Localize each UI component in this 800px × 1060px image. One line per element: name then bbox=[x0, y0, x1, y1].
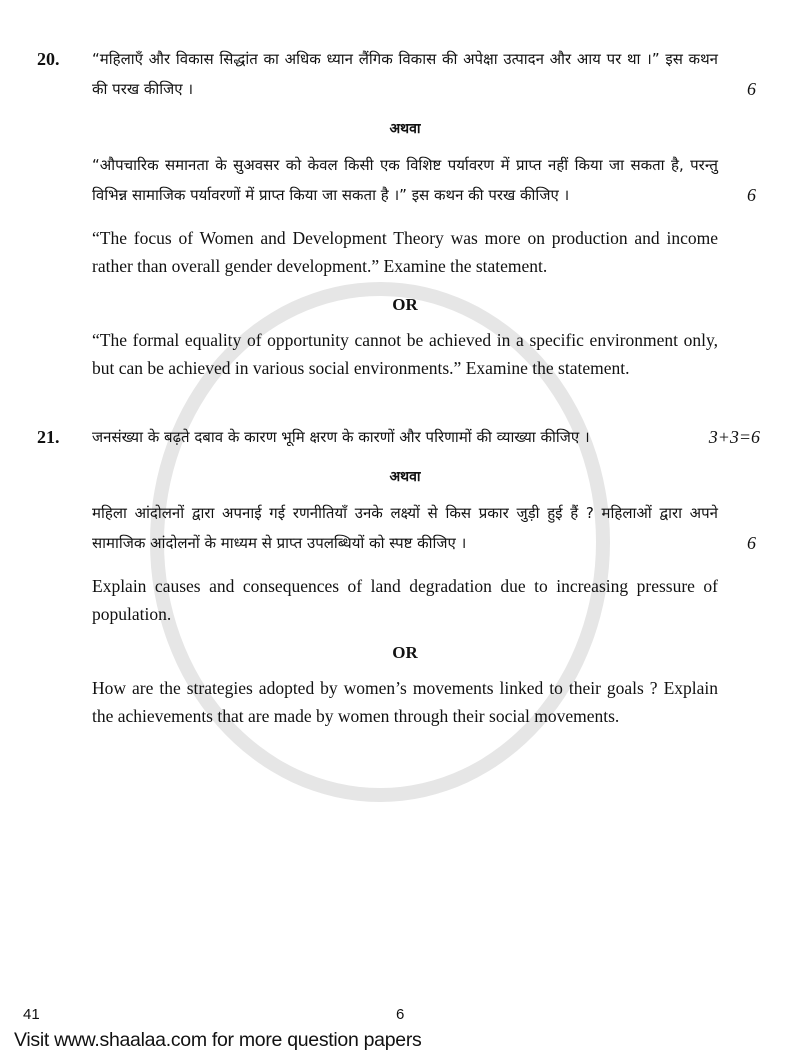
q20-english-alt-text: “The formal equality of opportunity cannot be achieved in a specific environment only, but can be achieved in various social environments.” Examine the statement. bbox=[92, 330, 718, 378]
q21-hindi-text: जनसंख्या के बढ़ते दबाव के कारण भूमि क्षरण के कारणों और परिणामों की व्याख्या कीजिए । bbox=[92, 428, 590, 446]
q20-hindi-text: “महिलाएँ और विकास सिद्धांत का अधिक ध्यान लैंगिक विकास की अपेक्षा उत्पादन और आय पर था ।” इस कथन की परख कीजिए । bbox=[92, 50, 718, 98]
q20-hindi-alt-block bbox=[92, 150, 756, 210]
q21-or-hindi: अथवा bbox=[389, 469, 421, 485]
spacer bbox=[92, 382, 718, 422]
question-number-20: 20. bbox=[37, 49, 60, 69]
question-content bbox=[37, 44, 760, 730]
q21-english-alt-text: How are the strategies adopted by women’s movements linked to their goals ? Explain the achievements that are made by women through their social movements. bbox=[92, 678, 718, 726]
spacer bbox=[92, 558, 718, 572]
page-number: 6 bbox=[396, 1006, 405, 1023]
q20-hindi-marks: 6 bbox=[747, 79, 756, 99]
question-number-21: 21. bbox=[37, 427, 60, 447]
q20-hindi-alt-text: “औपचारिक समानता के सुअवसर को केवल किसी एक विशिष्ट पर्यावरण में प्राप्त नहीं किया जा सकता है, परन्तु विभिन्न सामाजिक पर्यावरणों में प्राप्त किया जा सकता है ।” इस कथन की परख कीजिए । bbox=[92, 156, 718, 204]
q21-hindi-marks: 3+3=6 bbox=[708, 427, 760, 447]
spacer bbox=[92, 210, 718, 224]
q21-hindi-block bbox=[37, 422, 760, 452]
q21-hindi-alt-marks: 6 bbox=[747, 533, 756, 553]
visit-shaalaa-link[interactable]: Visit www.shaalaa.com for more question papers bbox=[14, 1029, 422, 1051]
q21-hindi-alt-block bbox=[92, 498, 756, 558]
q21-or-english: OR bbox=[392, 643, 418, 662]
paper-code: 41 bbox=[23, 1006, 40, 1023]
q20-or-hindi: अथवा bbox=[389, 121, 421, 137]
q20-english-text: “The focus of Women and Development Theory was more on production and income rather than overall gender development.” Examine the statement. bbox=[92, 228, 718, 276]
q21-english-text: Explain causes and consequences of land degradation due to increasing pressure of population. bbox=[92, 576, 718, 624]
q20-hindi-block bbox=[37, 44, 756, 104]
q21-hindi-alt-text: महिला आंदोलनों द्वारा अपनाई गई रणनीतियाँ उनके लक्ष्यों से किस प्रकार जुड़ी हुई हैं ? महिलाओं द्वारा अपने सामाजिक आंदोलनों के माध्यम से प्राप्त उपलब्धियों को स्पष्ट कीजिए । bbox=[92, 504, 718, 552]
q20-hindi-alt-marks: 6 bbox=[747, 185, 756, 205]
q20-or-english: OR bbox=[392, 295, 418, 314]
